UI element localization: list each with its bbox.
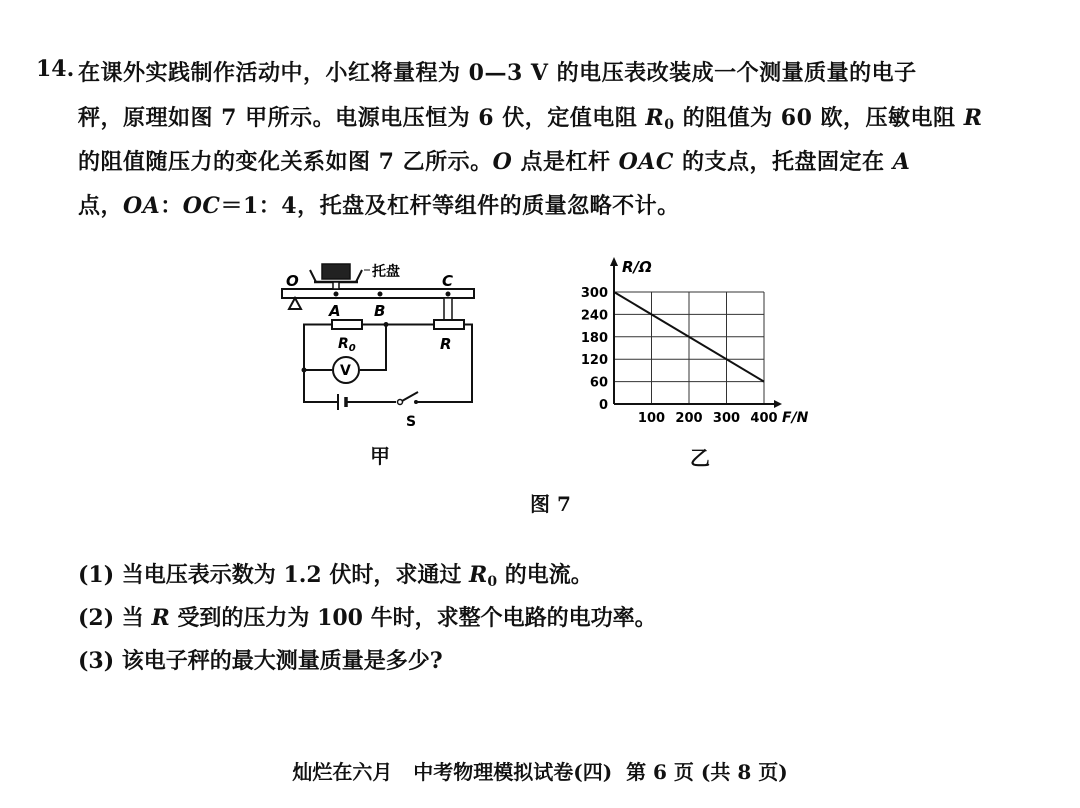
wire — [360, 325, 386, 371]
label-R: R — [440, 335, 452, 353]
y-tick-label: 240 — [580, 308, 608, 324]
wire — [304, 325, 338, 403]
text-span: 点是杠杆 — [512, 149, 619, 175]
junction-dot — [384, 322, 389, 327]
subscript: 0 — [487, 574, 498, 590]
text-span: (1) 当电压表示数为 1.2 伏时，求通过 — [78, 562, 470, 588]
text-span: 的电流。 — [497, 562, 593, 588]
var-R: R — [151, 605, 170, 631]
label-A: A — [329, 302, 341, 320]
x-tick-label: 300 — [712, 411, 741, 426]
y-tick-label: 0 — [598, 398, 608, 413]
tray-arm — [356, 270, 362, 282]
question-number: 14. — [36, 56, 75, 82]
circuit-diagram — [276, 256, 506, 436]
tray-arm — [310, 270, 316, 282]
y-tick-label: 300 — [580, 286, 608, 301]
label-R0: $R_0$ — [338, 336, 356, 354]
resistor-R0 — [332, 320, 362, 329]
tray-weight — [322, 264, 350, 279]
label-S: S — [406, 414, 417, 430]
text-span: 点， — [78, 193, 124, 219]
var-R0: R — [645, 105, 665, 131]
label-B: B — [374, 302, 386, 320]
x-tick-label: 100 — [637, 411, 666, 426]
question-line-4 — [78, 189, 680, 220]
pivot-triangle — [289, 298, 301, 309]
x-tick-label: 400 — [750, 411, 778, 426]
var-R0: R — [469, 562, 488, 588]
x-axis-label: F/N — [782, 410, 809, 426]
label-V: V — [340, 363, 351, 379]
pressure-rod — [444, 298, 452, 320]
figure-caption: 图 7 — [530, 492, 571, 516]
label-O: O — [286, 272, 299, 290]
text-span: (2) 当 — [78, 605, 152, 631]
page-footer: 灿烂在六月 中考物理模拟试卷(四) 第 6 页 (共 8 页) — [292, 760, 788, 784]
y-tick-label: 180 — [580, 330, 608, 346]
junction-dot — [302, 368, 307, 373]
sub-question-1 — [78, 558, 593, 590]
text-span: ＝1：4，托盘及杠杆等组件的质量忽略不计。 — [220, 193, 680, 219]
resistor-R — [434, 320, 464, 329]
y-tick-label: 120 — [580, 353, 608, 369]
question-line-1: 在课外实践制作活动中，小红将量程为 0—3 V 的电压表改装成一个测量质量的电子 — [78, 60, 917, 86]
text-span: (3) 该电子秤的最大测量质量是多少? — [78, 648, 443, 674]
var-OAC: OAC — [618, 149, 674, 175]
text-span: 的支点，托盘固定在 — [673, 149, 893, 175]
switch-S — [402, 392, 418, 401]
text-span: 受到的压力为 100 牛时，求整个电路的电功率。 — [169, 605, 657, 631]
text-span: 的阻值为 60 欧，压敏电阻 — [674, 105, 964, 131]
caption-jia: 甲 — [370, 444, 390, 468]
point-C-dot — [446, 292, 451, 297]
text-span: 的阻值随压力的变化关系如图 7 乙所示。 — [78, 149, 493, 175]
label-C: C — [442, 272, 454, 290]
var-A: A — [892, 149, 911, 175]
point-A-dot — [334, 292, 339, 297]
var-OA: OA — [123, 193, 161, 219]
var-OC: OC — [182, 193, 221, 219]
question-line-3 — [78, 145, 910, 176]
label-tray: 托盘 — [372, 264, 400, 280]
var-O: O — [492, 149, 513, 175]
question-line-2 — [78, 101, 983, 133]
x-tick-label: 200 — [675, 411, 703, 426]
resistance-force-chart — [570, 254, 820, 434]
sub-question-2 — [78, 601, 657, 632]
sub-question-3 — [78, 644, 443, 675]
switch-contact — [414, 400, 418, 404]
y-axis-arrow — [610, 257, 618, 266]
text-span: ： — [160, 193, 183, 219]
caption-yi: 乙 — [690, 446, 710, 470]
subscript: 0 — [664, 117, 675, 133]
point-B-dot — [378, 292, 383, 297]
x-axis-arrow — [774, 400, 782, 408]
tray-stem — [333, 282, 339, 289]
y-axis-label: R/Ω — [622, 258, 652, 276]
y-tick-label: 60 — [589, 375, 608, 391]
text-span: 秤，原理如图 7 甲所示。电源电压恒为 6 伏，定值电阻 — [78, 105, 646, 131]
var-R: R — [963, 105, 983, 131]
